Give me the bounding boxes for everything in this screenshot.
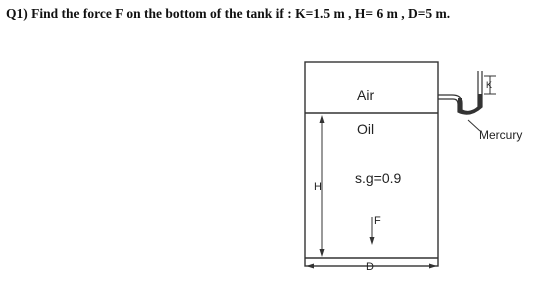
height-label: H [314,181,322,193]
diameter-arrow-left [306,264,314,269]
height-arrow-bottom [320,249,325,257]
height-arrow-top [320,115,325,123]
specific-gravity-label: s.g=0.9 [355,170,402,186]
question-text: Q1) Find the force F on the bottom of the tank if : K=1.5 m , H= 6 m , D=5 m. [6,6,451,21]
mercury-label: Mercury [479,128,523,142]
diameter-label: D [366,261,374,273]
force-label: F [374,215,381,227]
oil-label: Oil [357,121,375,137]
manometer-height-label: K [486,80,493,90]
force-arrow-head [370,237,375,245]
air-label: Air [357,87,375,103]
diameter-arrow-right [429,264,437,269]
